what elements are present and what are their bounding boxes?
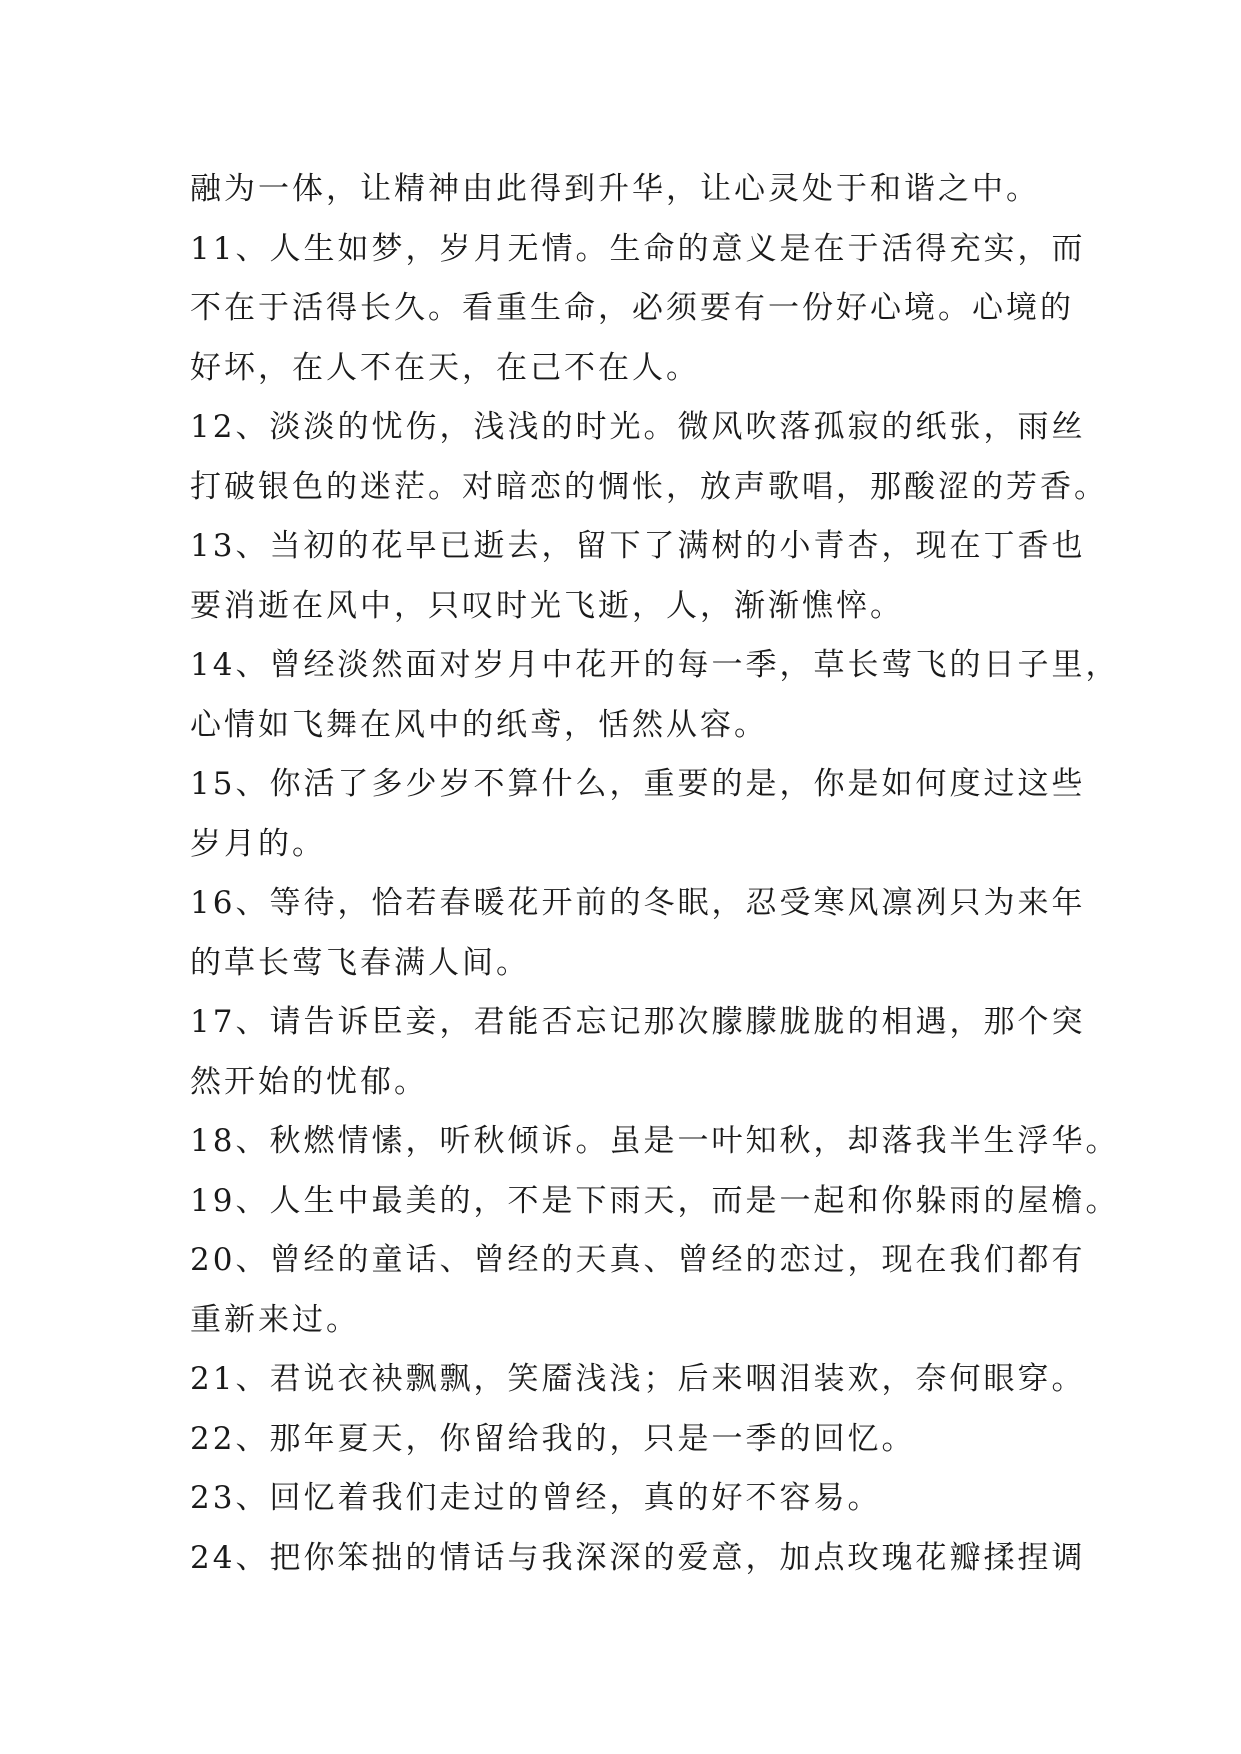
text-line: 23、回忆着我们走过的曾经，真的好不容易。 bbox=[190, 1480, 882, 1516]
text-line: 24、把你笨拙的情话与我深深的爱意，加点玫瑰花瓣揉捏调 bbox=[190, 1539, 1086, 1576]
text-body bbox=[190, 160, 1120, 1588]
text-line: 的草长莺飞春满人间。 bbox=[190, 944, 530, 981]
text-line: 打破银色的迷茫。对暗恋的惆怅，放声歌唱，那酸涩的芳香。 bbox=[190, 468, 1108, 505]
text-line: 重新来过。 bbox=[190, 1301, 360, 1338]
text-line: 不在于活得长久。看重生命，必须要有一份好心境。心境的 bbox=[190, 290, 1074, 326]
text-line: 12、淡淡的忧伤，浅浅的时光。微风吹落孤寂的纸张，雨丝 bbox=[190, 409, 1086, 445]
text-line: 要消逝在风中，只叹时光飞逝，人，渐渐憔悴。 bbox=[190, 587, 904, 624]
text-line: 17、请告诉臣妾，君能否忘记那次朦朦胧胧的相遇，那个突 bbox=[190, 1004, 1086, 1040]
text-line: 11、人生如梦，岁月无情。生命的意义是在于活得充实，而 bbox=[190, 230, 1086, 267]
text-line: 22、那年夏天，你留给我的，只是一季的回忆。 bbox=[190, 1420, 916, 1457]
text-line: 19、人生中最美的，不是下雨天，而是一起和你躲雨的屋檐。 bbox=[190, 1182, 1120, 1219]
text-line: 14、曾经淡然面对岁月中花开的每一季，草长莺飞的日子里， bbox=[190, 647, 1120, 683]
text-line: 好坏，在人不在天，在己不在人。 bbox=[190, 349, 700, 386]
text-line: 20、曾经的童话、曾经的天真、曾经的恋过，现在我们都有 bbox=[190, 1242, 1086, 1278]
text-line: 18、秋燃情愫，听秋倾诉。虽是一叶知秋，却落我半生浮华。 bbox=[190, 1123, 1120, 1159]
text-line: 心情如飞舞在风中的纸鸢，恬然从容。 bbox=[190, 706, 768, 743]
text-line: 13、当初的花早已逝去，留下了满树的小青杏，现在丁香也 bbox=[190, 528, 1086, 564]
text-line: 融为一体，让精神由此得到升华，让心灵处于和谐之中。 bbox=[190, 171, 1040, 207]
text-line: 21、君说衣袂飘飘，笑靥浅浅；后来咽泪装欢，奈何眼穿。 bbox=[190, 1361, 1086, 1397]
text-line: 然开始的忧郁。 bbox=[190, 1063, 428, 1100]
text-line: 岁月的。 bbox=[190, 825, 326, 862]
text-line: 15、你活了多少岁不算什么，重要的是，你是如何度过这些 bbox=[190, 766, 1086, 802]
text-line: 16、等待，恰若春暖花开前的冬眠，忍受寒风凛冽只为来年 bbox=[190, 885, 1086, 921]
